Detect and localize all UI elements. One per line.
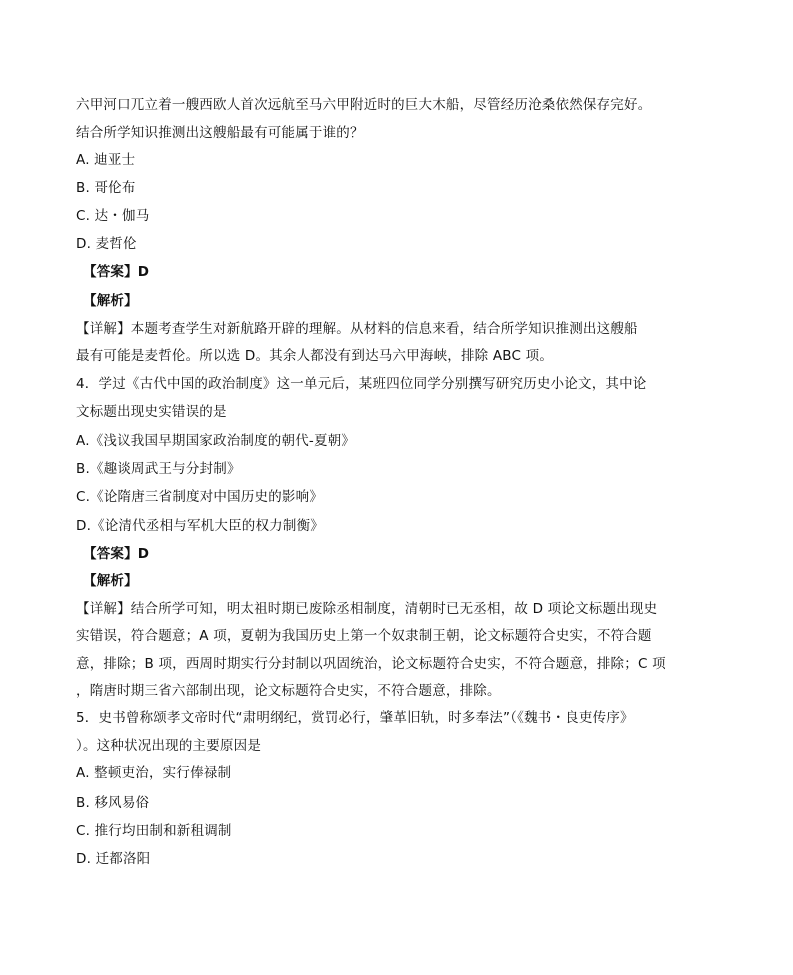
q3-option-b: B. 哥伦布 <box>76 180 136 196</box>
q5-option-b: B. 移风易俗 <box>76 795 150 811</box>
q3-stem-line-1: 六甲河口兀立着一艘西欧人首次远航至马六甲附近时的巨大木船，尽管经历沧桑依然保存完好。 <box>76 97 652 113</box>
q3-option-d: D. 麦哲伦 <box>76 236 137 252</box>
q5-option-d: D. 迁都洛阳 <box>76 851 151 867</box>
q3-detail-line-2: 最有可能是麦哲伦。所以选 D。其余人都没有到达马六甲海峡，排除 ABC 项。 <box>76 348 554 364</box>
q5-stem-line-1: 5．史书曾称颂孝文帝时代“肃明纲纪，赏罚必行，肇革旧轨，时多奉法”（《魏书・良吏传序》 <box>76 710 634 726</box>
q3-detail-line-1: 【详解】本题考查学生对新航路开辟的理解。从材料的信息来看，结合所学知识推测出这艘船 <box>76 321 638 337</box>
q4-answer: 【答案】D <box>83 546 150 562</box>
q4-option-c: C.《论隋唐三省制度对中国历史的影响》 <box>76 489 324 505</box>
q5-stem-line-2: ）。这种状况出现的主要原因是 <box>76 738 262 754</box>
q5-option-c: C. 推行均田制和新租调制 <box>76 823 232 839</box>
q4-detail-line-4: ，隋唐时期三省六部制出现，论文标题符合史实，不符合题意，排除。 <box>76 683 501 699</box>
q5-option-a: A. 整顿吏治，实行俸禄制 <box>76 765 232 781</box>
q4-option-b: B.《趣谈周武王与分封制》 <box>76 461 241 477</box>
q4-stem-line-2: 文标题出现史实错误的是 <box>76 404 227 420</box>
q4-stem-line-1: 4．学过《古代中国的政治制度》这一单元后，某班四位同学分别撰写研究历史小论文，其中论 <box>76 376 647 392</box>
q3-analysis-label: 【解析】 <box>83 293 138 309</box>
q3-option-c: C. 达・伽马 <box>76 208 150 224</box>
q4-analysis-label: 【解析】 <box>83 573 138 589</box>
q3-answer: 【答案】D <box>83 264 150 280</box>
q4-option-a: A.《浅议我国早期国家政治制度的朝代-夏朝》 <box>76 433 356 449</box>
q3-option-a: A. 迪亚士 <box>76 152 136 168</box>
q4-detail-line-1: 【详解】结合所学可知，明太祖时期已废除丞相制度，清朝时已无丞相，故 D 项论文标题出现史 <box>76 601 658 617</box>
q4-option-d: D.《论清代丞相与军机大臣的权力制衡》 <box>76 518 324 534</box>
q4-detail-line-2: 实错误，符合题意；A 项，夏朝为我国历史上第一个奴隶制王朝，论文标题符合史实，不符合题 <box>76 628 652 644</box>
q4-detail-line-3: 意，排除；B 项，西周时期实行分封制以巩固统治，论文标题符合史实，不符合题意，排除；C 项 <box>76 656 666 672</box>
q3-stem-line-2: 结合所学知识推测出这艘船最有可能属于谁的？ <box>76 125 364 141</box>
